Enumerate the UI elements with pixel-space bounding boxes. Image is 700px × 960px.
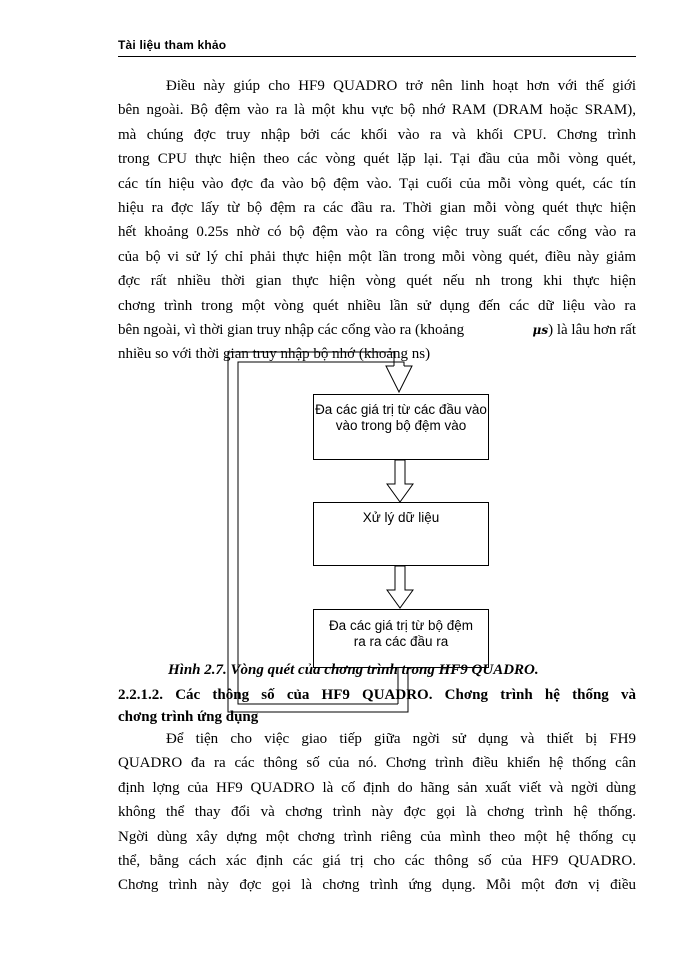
body-line: định lợng của HF9 QUADRO là cố định do hãng sản xuất viết và ngời dùng <box>118 779 636 796</box>
intro-line: nhiều so với thời gian truy nhập bộ nhớ (khoảng ns) <box>118 346 431 363</box>
arrow-box1-to-box2 <box>387 460 413 502</box>
body-line: Chơng trình này đợc gọi là chơng trình ứng dụng. Mỗi một đơn vị điều <box>118 877 636 894</box>
page-header-title: Tài liệu tham khảo <box>118 38 227 52</box>
section-heading <box>118 684 636 728</box>
flow-box-process <box>313 502 489 566</box>
body-line: không thể thay đổi và chơng trình này đợc gọi là chơng trình hệ thống. <box>118 804 636 821</box>
figure-caption: Hình 2.7. Vòng quét của chơng trình trong HF9 QUADRO. <box>168 662 539 678</box>
flow-box-input-label: Đa các giá trị từ các đầu vào vào trong bộ đệm vào <box>315 402 487 433</box>
body-line: QUADRO đa ra các thông số của nó. Chơng trình điều khiển hệ thống cân <box>118 755 636 772</box>
flow-box-output <box>313 609 489 668</box>
body-line: Để tiện cho việc giao tiếp giữa ngời sử dụng và thiết bị FH9 <box>166 731 636 747</box>
intro-line: Điều này giúp cho HF9 QUADRO trở nên linh hoạt hơn với thế giới <box>166 78 636 94</box>
body-line: Ngời dùng xây dựng một chơng trình riêng của mình theo một hệ thống cụ <box>118 828 636 845</box>
intro-line: chơng trình trong một vòng quét nhiều lần sử dụng đến các dữ liệu vào ra <box>118 297 636 314</box>
body-paragraph <box>118 727 636 898</box>
arrow-box2-to-box3 <box>387 566 413 608</box>
intro-line: của bộ vi sử lý chỉ phải thực hiện một lần trong mỗi vòng quét, điều này giảm <box>118 248 636 265</box>
intro-line: bên ngoài. Bộ đệm vào ra là một khu vực bộ nhớ RAM (DRAM hoặc SRAM), <box>118 102 636 119</box>
flow-box-input <box>313 394 489 460</box>
arrow-into-box1 <box>386 366 412 392</box>
flow-box-output-label: Đa các giá trị từ bộ đệm ra ra các đầu ra <box>328 618 474 649</box>
intro-line: các tín hiệu vào đợc đa vào bộ đệm vào. Tại cuối của mỗi vòng quét, các tín <box>118 175 636 192</box>
intro-line: hiệu ra đợc lấy từ bộ đệm ra các đầu ra. Thời gian mỗi vòng quét thực hiện <box>118 200 636 217</box>
intro-line: đợc rất nhiều thời gian thực hiện vòng quét nếu nh trong khi thực hiện <box>118 273 636 290</box>
mu-symbol: μs <box>532 323 549 338</box>
intro-line-tail: ) là lâu hơn rất <box>548 322 636 339</box>
intro-line: hết khoảng 0.25s nhờ có bộ đệm vào ra công việc truy suất các cổng vào ra <box>118 224 636 241</box>
section-heading-line: 2.2.1.2. Các thông số của HF9 QUADRO. Chơng trình hệ thống và <box>118 687 636 703</box>
intro-line: mà chúng đợc truy nhập bởi các khối vào ra và khối CPU. Chơng trình <box>118 126 636 143</box>
flow-box-process-label: Xử lý dữ liệu <box>362 510 440 525</box>
intro-line: bên ngoài, vì thời gian truy nhập các cổng vào ra (khoảng <box>118 322 465 339</box>
intro-line: trong CPU thực hiện theo các vòng quét lặp lại. Tại đầu của mỗi vòng quét, <box>118 151 636 168</box>
section-heading-line: chơng trình ứng dụng <box>118 709 259 725</box>
body-line: thể, bằng cách xác định các giá trị cho các thông số của HF9 QUADRO. <box>118 853 636 870</box>
